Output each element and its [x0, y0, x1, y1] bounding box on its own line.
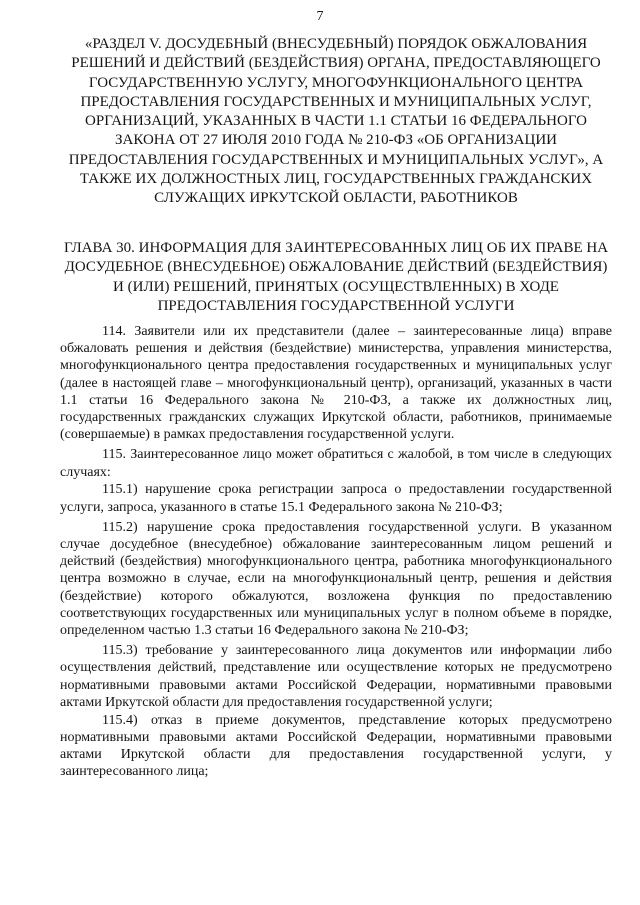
paragraph-115: 115. Заинтересованное лицо может обратиться с жалобой, в том числе в следующих случаях: [60, 447, 612, 480]
paragraph-114: 114. Заявители или их представители (далее – заинтересованные лица) вправе обжаловать решения и действия (бездействие) министерства, управления министерства, многофункционального центра предоставления государственных и муниципальных услуг (далее в настоящей главе – многофункциональный центр), организаций, указанных в части 1.1 статьи 16 Федерального закона № 210-ФЗ, а также их должностных лиц, государственных гражданских служащих Иркутской области, работников, принимаемые (совершаемые) в рамках предоставления государственной услуги. [60, 324, 612, 443]
page-number: 7 [316, 9, 324, 24]
chapter-heading: ГЛАВА 30. ИНФОРМАЦИЯ ДЛЯ ЗАИНТЕРЕСОВАННЫХ ЛИЦ ОБ ИХ ПРАВЕ НА ДОСУДЕБНОЕ (ВНЕСУДЕБНОЕ) ОБЖАЛОВАНИЕ ДЕЙСТВИЙ (БЕЗДЕЙСТВИЯ) И (ИЛИ) РЕШЕНИЙ, ПРИНЯТЫХ (ОСУЩЕСТВЛЕННЫХ) В ХОДЕ ПРЕДОСТАВЛЕНИЯ ГОСУДАРСТВЕННОЙ УСЛУГИ [63, 240, 609, 314]
paragraph-115-3: 115.3) требование у заинтересованного лица документов или информации либо осуществления действий, представление или осуществление которых не предусмотрено нормативными правовыми актами Российской Федерации, нормативными правовыми актами Иркутской области для предоставления государственной услуги; [60, 643, 612, 710]
body-text [60, 323, 612, 780]
paragraph-115-2: 115.2) нарушение срока предоставления государственной услуги. В указанном случае досудебное (внесудебное) обжалование заинтересованным лицом решений и действий (бездействия) многофункционального центра, работника многофункционального центра возможно в случае, если на многофункциональный центр, решения и действия (бездействие) которого обжалуются, возложена функция по предоставлению соответствующих государственных или муниципальных услуг в полном объеме в порядке, определенном частью 1.3 статьи 16 Федерального закона № 210-ФЗ; [60, 519, 612, 639]
paragraph-115-4: 115.4) отказ в приеме документов, представление которых предусмотрено нормативными правовыми актами Российской Федерации, нормативными правовыми актами Иркутской области для предоставления государственной услуги, у заинтересованного лица; [60, 712, 612, 780]
section-heading: «РАЗДЕЛ V. ДОСУДЕБНЫЙ (ВНЕСУДЕБНЫЙ) ПОРЯДОК ОБЖАЛОВАНИЯ РЕШЕНИЙ И ДЕЙСТВИЙ (БЕЗДЕЙСТВИЯ) ОРГАНА, ПРЕДОСТАВЛЯЮЩЕГО ГОСУДАРСТВЕННУЮ УСЛУГУ, МНОГОФУНКЦИОНАЛЬНОГО ЦЕНТРА ПРЕДОСТАВЛЕНИЯ ГОСУДАРСТВЕННЫХ И МУНИЦИПАЛЬНЫХ УСЛУГ, ОРГАНИЗАЦИЙ, УКАЗАННЫХ В ЧАСТИ 1.1 СТАТЬИ 16 ФЕДЕРАЛЬНОГО ЗАКОНА ОТ 27 ИЮЛЯ 2010 ГОДА № 210-ФЗ «ОБ ОРГАНИЗАЦИИ ПРЕДОСТАВЛЕНИЯ ГОСУДАРСТВЕННЫХ И МУНИЦИПАЛЬНЫХ УСЛУГ», А ТАКЖЕ ИХ ДОЛЖНОСТНЫХ ЛИЦ, ГОСУДАРСТВЕННЫХ ГРАЖДАНСКИХ СЛУЖАЩИХ ИРКУТСКОЙ ОБЛАСТИ, РАБОТНИКОВ [68, 36, 604, 207]
paragraph-115-1: 115.1) нарушение срока регистрации запроса о предоставлении государственной услуги, запроса, указанного в статье 15.1 Федерального закона № 210-ФЗ; [60, 482, 612, 515]
